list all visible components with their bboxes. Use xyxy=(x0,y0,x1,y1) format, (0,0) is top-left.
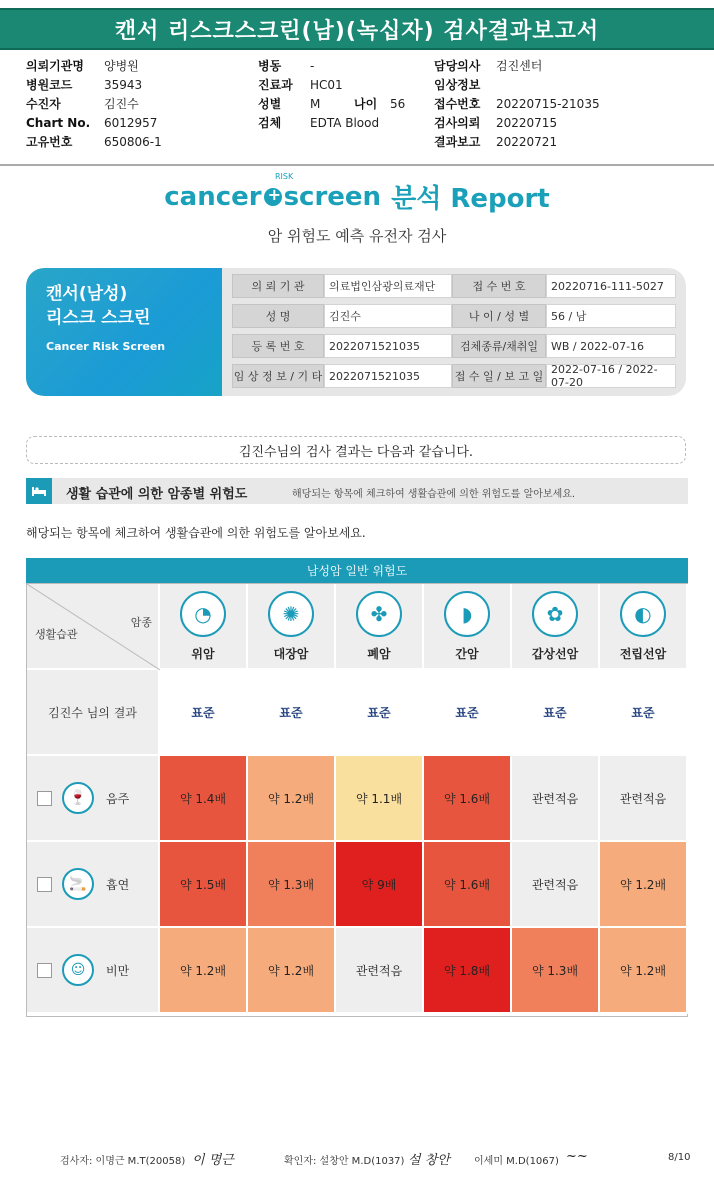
habit-row-label xyxy=(27,842,160,928)
cancer-header xyxy=(424,584,512,670)
prostate-icon: ◐ xyxy=(620,591,666,637)
card-title-en: Cancer Risk Screen xyxy=(46,340,166,353)
risk-cell: 약 1.4배 xyxy=(160,756,248,842)
result-cell: 표준 xyxy=(336,670,424,756)
habit-name: 음주 xyxy=(106,791,130,806)
logo-risk-tag: RISK xyxy=(275,172,294,181)
habit-checkbox[interactable] xyxy=(37,877,52,892)
meta-value: EDTA Blood xyxy=(310,115,380,130)
corner-cancer-label: 암종 xyxy=(130,616,152,629)
risk-cell: 관련적음 xyxy=(336,928,424,1014)
habit-row-label xyxy=(27,928,160,1014)
card-title-1: 캔서(남성) xyxy=(46,284,128,304)
meta-label: 진료과 xyxy=(258,78,293,92)
footer xyxy=(0,1148,714,1172)
meta-label: 수진자 xyxy=(26,97,61,111)
report-title: 캔서 리스크스크린(남)(녹십자) 검사결과보고서 xyxy=(114,18,600,44)
meta-label: 접수번호 xyxy=(434,97,481,111)
card-value: 김진수 xyxy=(324,304,452,328)
card-header: 등 록 번 호 xyxy=(232,334,324,358)
meta-label: 검사의뢰 xyxy=(434,116,481,130)
habit-row-label xyxy=(27,756,160,842)
risk-cell: 관련적음 xyxy=(512,756,600,842)
risk-cell: 약 9배 xyxy=(336,842,424,928)
meta-value: 검진센터 xyxy=(496,59,543,73)
logo-word-cancer: cancer xyxy=(164,181,262,212)
meta-label: 결과보고 xyxy=(434,135,481,149)
meta-value: 20220721 xyxy=(496,134,558,149)
meta-value: 650806-1 xyxy=(104,134,162,149)
card-header: 의 뢰 기 관 xyxy=(232,274,324,298)
result-cell: 표준 xyxy=(424,670,512,756)
cancer-header xyxy=(160,584,248,670)
liver-icon: ◗ xyxy=(444,591,490,637)
risk-cell: 약 1.1배 xyxy=(336,756,424,842)
meta-value: HC01 xyxy=(310,77,343,92)
card-value: 2022071521035 xyxy=(324,364,452,388)
cancer-header xyxy=(336,584,424,670)
risk-cell: 약 1.2배 xyxy=(600,842,688,928)
risk-cell: 약 1.2배 xyxy=(248,928,336,1014)
risk-cell: 약 1.5배 xyxy=(160,842,248,928)
risk-cell: 관련적음 xyxy=(512,842,600,928)
cancer-screen-logo xyxy=(164,178,550,215)
cancer-name: 위암 xyxy=(191,647,215,661)
thyroid-icon: ✿ xyxy=(532,591,578,637)
smoking-icon: 🚬 xyxy=(62,868,94,900)
card-value: 20220716-111-5027 xyxy=(546,274,676,298)
card-value: 56 / 남 xyxy=(546,304,676,328)
habit-checkbox[interactable] xyxy=(37,791,52,806)
obesity-icon: ☺ xyxy=(62,954,94,986)
third-signature: ~~ xyxy=(566,1149,588,1164)
tester-label: 검사자: 이명근 M.T(20058) xyxy=(60,1156,186,1167)
meta-value: 20220715-21035 xyxy=(496,96,600,111)
card-value: 2022-07-16 / 2022-07-20 xyxy=(546,364,676,388)
cancer-name: 대장암 xyxy=(273,647,309,661)
page-number: 8/10 xyxy=(668,1152,691,1163)
result-cell: 표준 xyxy=(160,670,248,756)
meta-label: 고유번호 xyxy=(26,135,73,149)
logo-word-screen: screen xyxy=(283,181,382,212)
tester-signature: 이 명근 xyxy=(192,1153,234,1168)
card-value: 의료법인삼광의료재단 xyxy=(324,274,452,298)
risk-cell: 관련적음 xyxy=(600,756,688,842)
meta-value: 6012957 xyxy=(104,115,158,130)
cancer-name: 전립선암 xyxy=(619,647,667,661)
meta-label: 의뢰기관명 xyxy=(26,59,84,73)
confirmer-signature: 설 창안 xyxy=(408,1153,450,1168)
meta-label: 담당의사 xyxy=(434,59,481,73)
meta-value: 56 xyxy=(390,96,406,111)
result-cell: 표준 xyxy=(248,670,336,756)
bed-icon xyxy=(26,478,52,504)
card-header: 임 상 정 보 / 기 타 xyxy=(232,364,324,388)
cancer-header xyxy=(248,584,336,670)
meta-label: 병동 xyxy=(258,59,282,73)
meta-value: 김진수 xyxy=(104,97,139,111)
card-title-2: 리스크 스크린 xyxy=(46,308,151,328)
habit-checkbox[interactable] xyxy=(37,963,52,978)
meta-label: 성별 xyxy=(258,97,282,111)
patient-info-card xyxy=(26,268,686,396)
meta-value: M xyxy=(310,96,321,111)
meta-label: 병원코드 xyxy=(26,78,73,92)
brand-header xyxy=(0,172,714,246)
risk-cell: 약 1.3배 xyxy=(248,842,336,928)
report-title-bar xyxy=(0,8,714,50)
risk-cell: 약 1.8배 xyxy=(424,928,512,1014)
meta-label: 나이 xyxy=(354,97,378,111)
section-header xyxy=(26,478,688,504)
meta-label: Chart No. xyxy=(26,115,91,130)
risk-cell: 약 1.6배 xyxy=(424,842,512,928)
risk-cell: 약 1.2배 xyxy=(160,928,248,1014)
card-title-panel xyxy=(26,268,222,396)
risk-cell: 약 1.3배 xyxy=(512,928,600,1014)
corner-habit-label: 생활습관 xyxy=(35,628,78,641)
meta-label: 임상정보 xyxy=(434,78,481,92)
cancer-name: 폐암 xyxy=(367,647,391,661)
card-header: 접 수 일 / 보 고 일 xyxy=(452,364,546,388)
meta-value: 35943 xyxy=(104,77,143,92)
card-header: 나 이 / 성 별 xyxy=(452,304,546,328)
card-value: 2022071521035 xyxy=(324,334,452,358)
meta-value: 20220715 xyxy=(496,115,558,130)
meta-value: 양병원 xyxy=(104,59,139,73)
section-title: 생활 습관에 의한 암종별 위험도 xyxy=(66,487,248,502)
risk-cell: 약 1.6배 xyxy=(424,756,512,842)
logo-dot-icon xyxy=(264,188,282,206)
alcohol-icon: 🍷 xyxy=(62,782,94,814)
result-cell: 표준 xyxy=(600,670,688,756)
meta-divider xyxy=(0,164,714,166)
cancer-header xyxy=(512,584,600,670)
risk-cell: 약 1.2배 xyxy=(248,756,336,842)
meta-label: 검체 xyxy=(258,116,282,130)
lung-icon: ✤ xyxy=(356,591,402,637)
colon-icon: ✺ xyxy=(268,591,314,637)
section-hint: 해당되는 항목에 체크하여 생활습관에 의한 위험도를 알아보세요. xyxy=(292,489,576,500)
cancer-header xyxy=(600,584,688,670)
card-header: 검체종류/채취일 xyxy=(452,334,546,358)
result-cell: 표준 xyxy=(512,670,600,756)
confirmer-label: 확인자: 설창안 M.D(1037) xyxy=(284,1156,405,1167)
result-row-label: 김진수 님의 결과 xyxy=(27,670,160,756)
card-value: WB / 2022-07-16 xyxy=(546,334,676,358)
meta-value: - xyxy=(310,58,315,73)
habit-name: 흡연 xyxy=(106,877,130,892)
cancer-name: 간암 xyxy=(455,647,479,661)
corner-cell xyxy=(27,584,160,670)
card-header: 접 수 번 호 xyxy=(452,274,546,298)
logo-report: 분석 Report xyxy=(391,184,550,214)
table-title: 남성암 일반 위험도 xyxy=(26,558,688,583)
patient-meta xyxy=(0,54,714,164)
risk-cell: 약 1.2배 xyxy=(600,928,688,1014)
risk-table xyxy=(26,558,688,1017)
third-signer-label: 이세미 M.D(1067) xyxy=(474,1156,559,1167)
instruction-text: 해당되는 항목에 체크하여 생활습관에 의한 위험도를 알아보세요. xyxy=(26,526,366,540)
stomach-icon: ◔ xyxy=(180,591,226,637)
card-header: 성 명 xyxy=(232,304,324,328)
habit-name: 비만 xyxy=(106,963,130,978)
brand-subtitle: 암 위험도 예측 유전자 검사 xyxy=(267,227,447,245)
result-banner: 김진수님의 검사 결과는 다음과 같습니다. xyxy=(26,436,686,464)
risk-grid xyxy=(26,583,688,1017)
cancer-name: 갑상선암 xyxy=(531,647,579,661)
